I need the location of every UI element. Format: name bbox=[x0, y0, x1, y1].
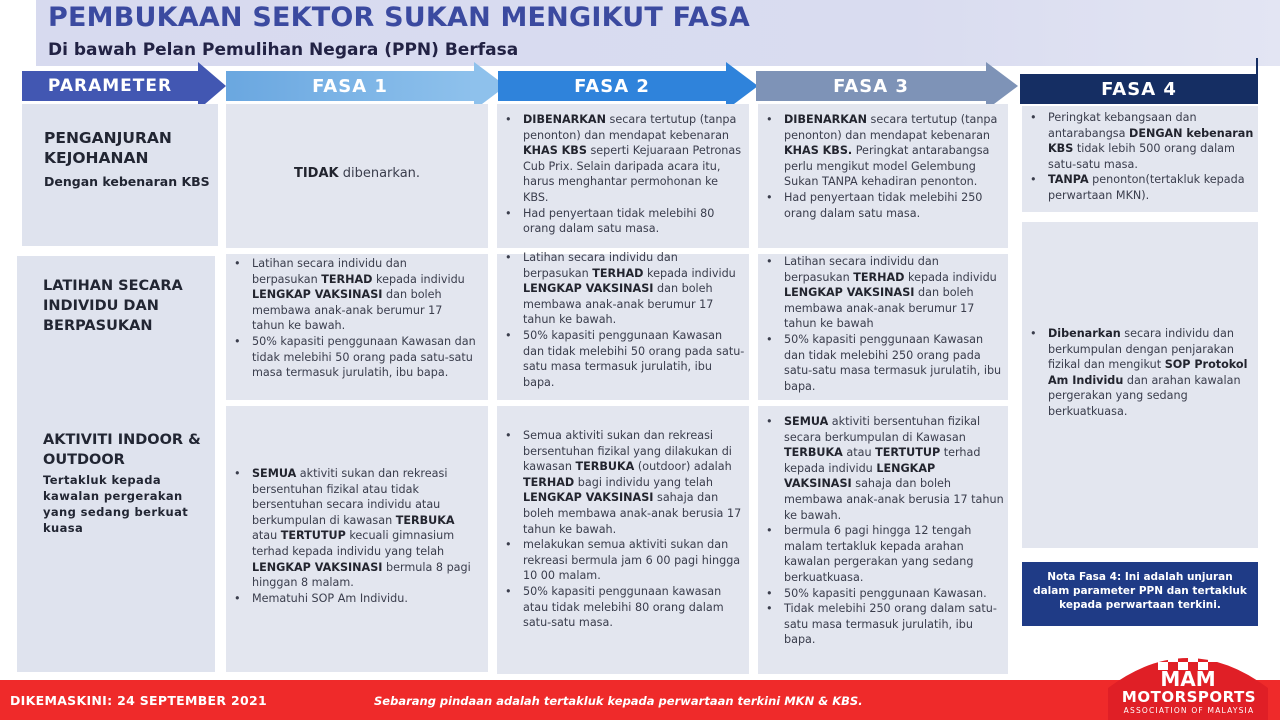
page-title: PEMBUKAAN SEKTOR SUKAN MENGIKUT FASA bbox=[48, 2, 750, 33]
bullet-list bbox=[497, 428, 743, 631]
arrow-tip bbox=[726, 62, 758, 110]
column-header-fasa3 bbox=[756, 62, 1018, 110]
cell-f1-aktiviti bbox=[226, 406, 488, 672]
cell-f3-aktiviti bbox=[758, 406, 1008, 674]
list-item: • Latihan secara individu dan berpasukan TERHAD kepada individu LENGKAP VAKSINASI dan boleh membawa anak-anak berumur 17 tahun ke bawah. bbox=[497, 250, 745, 328]
page-subtitle: Di bawah Pelan Pemulihan Negara (PPN) Berfasa bbox=[48, 40, 519, 60]
list-item: • Tidak melebihi 250 orang dalam satu-satu masa termasuk jurulatih, ibu bapa. bbox=[758, 601, 1004, 648]
list-item: • 50% kapasiti penggunaan Kawasan dan tidak melebihi 50 orang pada satu-satu masa termasuk jurulatih, ibu bapa. bbox=[226, 334, 476, 381]
list-item: • 50% kapasiti penggunaan Kawasan dan tidak melebihi 50 orang pada satu-satu masa termasuk jurulatih, ibu bapa. bbox=[497, 328, 745, 390]
param-subtitle: Dengan kebenaran KBS bbox=[44, 174, 210, 189]
column-header-fasa1 bbox=[226, 62, 506, 110]
list-item: • Peringkat kebangsaan dan antarabangsa DENGAN kebenaran KBS tidak lebih 500 orang dalam satu-satu masa. bbox=[1022, 110, 1254, 172]
plain-text: dibenarkan. bbox=[338, 166, 421, 181]
bullet-list bbox=[226, 466, 482, 606]
param-title-line: KEJOHANAN bbox=[44, 149, 149, 167]
footer-date: DIKEMASKINI: 24 SEPTEMBER 2021 bbox=[10, 693, 267, 708]
param-title-line: AKTIVITI INDOOR & bbox=[43, 432, 201, 448]
bullet-list bbox=[758, 254, 1004, 394]
param-cell-penganjuran bbox=[22, 104, 218, 246]
column-label-fasa2: FASA 2 bbox=[498, 71, 726, 101]
cell-f3-latihan bbox=[758, 254, 1008, 400]
column-label-parameter: PARAMETER bbox=[22, 71, 198, 101]
param-subtitle: Tertakluk kepada kawalan pergerakan yang sedang berkuat kuasa bbox=[43, 473, 189, 535]
param-title-line: PENGANJURAN bbox=[44, 129, 172, 147]
list-item: • Latihan secara individu dan berpasukan TERHAD kepada individu LENGKAP VAKSINASI dan boleh membawa anak-anak berumur 17 tahun ke bawah bbox=[758, 254, 1004, 332]
fasa4-note: Nota Fasa 4: Ini adalah unjuran dalam parameter PPN dan tertakluk kepada perwartaan terkini. bbox=[1022, 562, 1258, 626]
logo-tagline: ASSOCIATION OF MALAYSIA bbox=[1123, 706, 1255, 715]
param-title-line: INDIVIDU DAN bbox=[43, 298, 159, 314]
param-title-line: LATIHAN SECARA bbox=[43, 278, 183, 294]
bullet-list bbox=[226, 256, 476, 381]
bullet-list bbox=[497, 250, 745, 390]
logo-name: MOTORSPORTS bbox=[1121, 688, 1257, 706]
list-item: • SEMUA aktiviti sukan dan rekreasi bersentuhan fizikal atau tidak bersentuhan secara individu atau berkumpulan di kawasan TERBUKA atau TERTUTUP kecuali gimnasium terhad kepada individu yang telah LENGKAP VAKSINASI bermula 8 pagi hinggan 8 malam. bbox=[226, 466, 482, 591]
list-item: • Had penyertaan tidak melebihi 250 orang dalam satu masa. bbox=[758, 190, 1004, 221]
param-title-line: BERPASUKAN bbox=[43, 318, 153, 334]
arrow-tip bbox=[986, 62, 1018, 110]
list-item: • DIBENARKAN secara tertutup (tanpa penonton) dan mendapat kebenaran KHAS KBS. Peringkat antarabangsa perlu mengikut model Gelembung Sukan TANPA kehadiran penonton. bbox=[758, 112, 1004, 190]
param-title-line: OUTDOOR bbox=[43, 452, 125, 468]
bullet-list bbox=[758, 112, 1004, 221]
cell-text bbox=[226, 166, 488, 182]
bullet-list bbox=[758, 414, 1004, 648]
list-item: • DIBENARKAN secara tertutup (tanpa penonton) dan mendapat kebenaran KHAS KBS seperti Kejuaraan Petronas Cub Prix. Selain daripada acara itu, harus menghantar permohonan ke KBS. bbox=[497, 112, 743, 206]
column-label-fasa1: FASA 1 bbox=[226, 71, 474, 101]
column-header-parameter bbox=[22, 62, 226, 110]
list-item: • Latihan secara individu dan berpasukan TERHAD kepada individu LENGKAP VAKSINASI dan boleh membawa anak-anak berumur 17 tahun ke bawah. bbox=[226, 256, 476, 334]
list-item: • 50% kapasiti penggunaan Kawasan. bbox=[758, 586, 1004, 602]
cell-f1-penganjuran bbox=[226, 104, 488, 248]
cell-f2-penganjuran bbox=[497, 104, 749, 248]
list-item: • TANPA penonton(tertakluk kepada perwartaan MKN). bbox=[1022, 172, 1254, 203]
list-item: • Mematuhi SOP Am Individu. bbox=[226, 591, 482, 607]
list-item: • 50% kapasiti penggunaan kawasan atau tidak melebihi 80 orang dalam satu-satu masa. bbox=[497, 584, 743, 631]
cell-f2-aktiviti bbox=[497, 406, 749, 674]
column-label-fasa3: FASA 3 bbox=[756, 71, 986, 101]
footer-note: Sebarang pindaan adalah tertakluk kepada perwartaan terkini MKN & KBS. bbox=[374, 694, 863, 708]
list-item: • melakukan semua aktiviti sukan dan rekreasi bermula jam 6 00 pagi hingga 10 00 malam. bbox=[497, 537, 743, 584]
list-item: • 50% kapasiti penggunaan Kawasan dan tidak melebihi 250 orang pada satu-satu masa termasuk jurulatih, ibu bapa. bbox=[758, 332, 1004, 394]
bullet-list bbox=[1022, 326, 1254, 420]
list-item: • SEMUA aktiviti bersentuhan fizikal secara berkumpulan di Kawasan TERBUKA atau TERTUTUP terhad kepada individu LENGKAP VAKSINASI sahaja dan boleh membawa anak-anak berusia 17 tahun ke bawah. bbox=[758, 414, 1004, 523]
bold-text: TIDAK bbox=[293, 166, 339, 181]
list-item: • bermula 6 pagi hingga 12 tengah malam tertakluk kepada arahan kawalan pergerakan yang sedang berkuatkuasa. bbox=[758, 523, 1004, 585]
bullet-list bbox=[1022, 110, 1254, 204]
cell-f3-penganjuran bbox=[758, 104, 1008, 248]
arrow-tip bbox=[198, 62, 226, 110]
cell-f4-penganjuran bbox=[1022, 106, 1258, 212]
list-item: • Dibenarkan secara individu dan berkumpulan dengan penjarakan fizikal dan mengikut SOP Protokol Am Individu dan arahan kawalan pergerakan yang sedang berkuatkuasa. bbox=[1022, 326, 1254, 420]
cell-f4-latihan-aktiviti bbox=[1022, 222, 1258, 548]
list-item: • Semua aktiviti sukan dan rekreasi bersentuhan fizikal yang dilakukan di kawasan TERBUKA (outdoor) adalah TERHAD bagi individu yang telah LENGKAP VAKSINASI sahaja dan boleh membawa anak-anak berusia 17 tahun ke bawah. bbox=[497, 428, 743, 537]
column-header-fasa2 bbox=[498, 62, 758, 110]
param-cell-latihan-aktiviti bbox=[17, 256, 215, 672]
cell-f2-latihan bbox=[497, 251, 749, 400]
bullet-list bbox=[497, 112, 743, 237]
logo-mark: MAM bbox=[1160, 667, 1216, 691]
column-label-fasa4: FASA 4 bbox=[1020, 74, 1258, 104]
list-item: • Had penyertaan tidak melebihi 80 orang dalam satu masa. bbox=[497, 206, 743, 237]
cell-f1-latihan bbox=[226, 254, 488, 400]
